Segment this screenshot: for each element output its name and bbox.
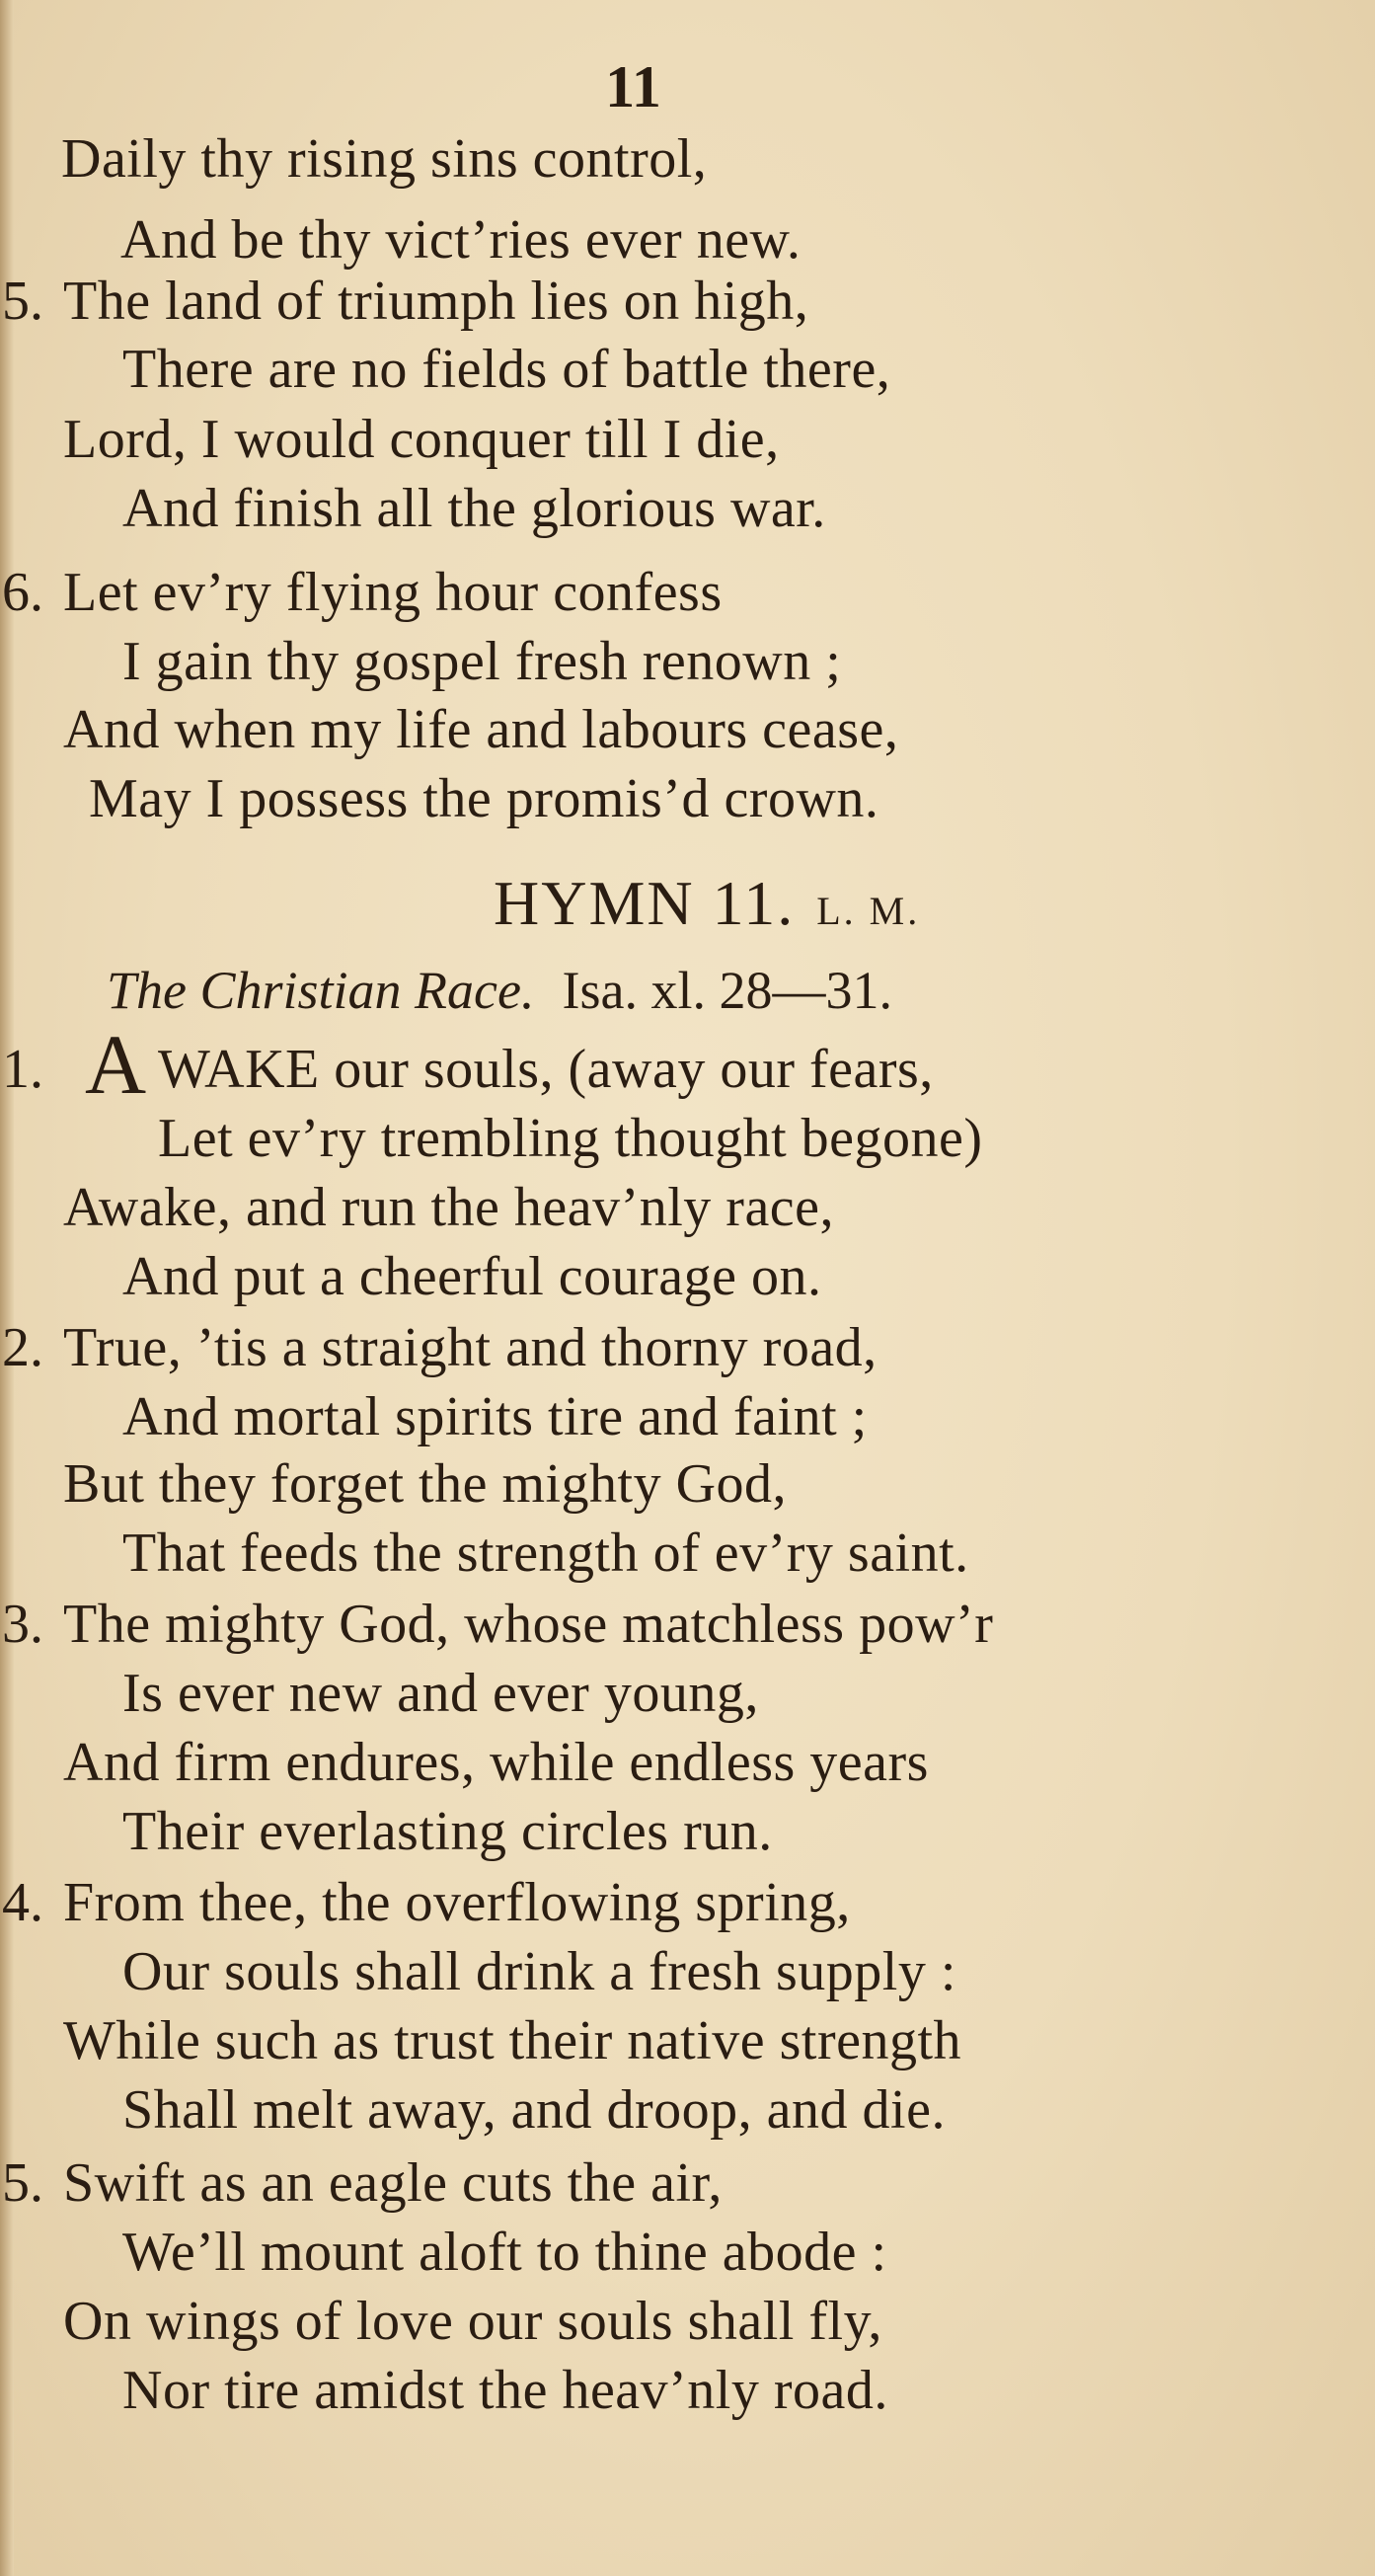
verse-line: Our souls shall drink a fresh supply :	[122, 1941, 956, 2002]
verse-line: And be thy vict’ries ever new.	[120, 209, 802, 271]
verse-line: There are no fields of battle there,	[122, 339, 891, 400]
verse-line: And when my life and labours cease,	[63, 699, 899, 760]
stanza-number: 5.	[2, 271, 43, 332]
verse-line: WAKE our souls, (away our fears,	[158, 1039, 934, 1100]
verse-line: True, ’tis a straight and thorny road,	[63, 1317, 878, 1378]
stanza-number: 5.	[2, 2152, 43, 2214]
verse-line: Lord, I would conquer till I die,	[63, 409, 780, 470]
verse-line: Their everlasting circles run.	[122, 1801, 773, 1862]
verse-line: I gain thy gospel fresh renown ;	[122, 631, 842, 692]
stanza-number: 3.	[2, 1594, 43, 1655]
verse-line: From thee, the overflowing spring,	[63, 1872, 851, 1933]
stanza-number: 4.	[2, 1872, 43, 1933]
verse-line: Let ev’ry trembling thought begone)	[158, 1108, 983, 1169]
verse-line: While such as trust their native strength	[63, 2010, 962, 2071]
hymn-title-text: HYMN 11.	[494, 868, 796, 938]
hymn-meter: L. M.	[816, 889, 921, 933]
verse-line: Let ev’ry flying hour confess	[63, 562, 723, 623]
verse-line: We’ll mount aloft to thine abode :	[122, 2222, 887, 2283]
stanza-number: 1.	[2, 1039, 43, 1100]
verse-line: And firm endures, while endless years	[63, 1732, 929, 1793]
stanza-number: 2.	[2, 1317, 43, 1378]
verse-line: The land of triumph lies on high,	[63, 271, 809, 332]
verse-line: But they forget the mighty God,	[63, 1453, 788, 1515]
verse-line: And mortal spirits tire and faint ;	[122, 1386, 868, 1447]
verse-line: That feeds the strength of ev’ry saint.	[122, 1522, 969, 1584]
verse-line: Swift as an eagle cuts the air,	[63, 2152, 723, 2214]
hymn-title	[494, 864, 920, 951]
scripture-reference: Isa. xl. 28—31.	[562, 961, 892, 1020]
verse-line: Is ever new and ever young,	[122, 1663, 759, 1724]
drop-cap: A	[85, 1017, 147, 1112]
stanza-number: 6.	[2, 562, 43, 623]
page-number: 11	[605, 54, 661, 119]
verse-line: Nor tire amidst the heav’nly road.	[122, 2360, 888, 2421]
verse-line: On wings of love our souls shall fly,	[63, 2291, 882, 2352]
verse-line: May I possess the promis’d crown.	[89, 768, 879, 829]
hymn-subtitle	[107, 956, 892, 1025]
verse-line: And finish all the glorious war.	[122, 478, 826, 539]
verse-line: And put a cheerful courage on.	[122, 1246, 822, 1307]
verse-line: Daily thy rising sins control,	[61, 128, 708, 190]
verse-line: Awake, and run the heav’nly race,	[63, 1177, 835, 1238]
hymn-subtitle-text: The Christian Race.	[107, 961, 535, 1020]
verse-line: Shall melt away, and droop, and die.	[122, 2079, 946, 2141]
verse-line: The mighty God, whose matchless pow’r	[63, 1594, 994, 1655]
